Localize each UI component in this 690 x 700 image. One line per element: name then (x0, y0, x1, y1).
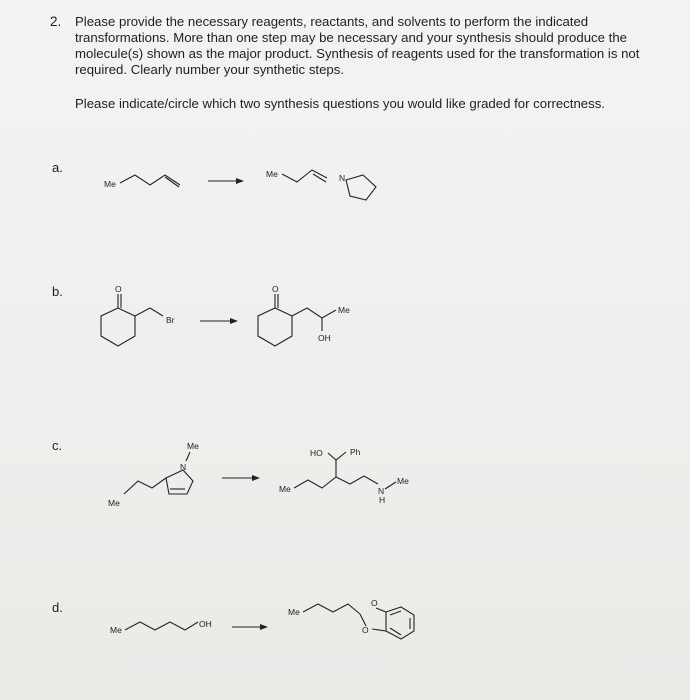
a-prod-chain (282, 170, 327, 182)
a-sm-chain (120, 175, 180, 185)
c-prod-chain (294, 476, 378, 488)
b-prod-o-label: O (272, 284, 279, 294)
c-sm-pyrroline-ring (166, 470, 193, 494)
c-sm-me-bottom-label: Me (108, 498, 120, 508)
c-prod-me-left-label: Me (279, 484, 291, 494)
d-sm-me-label: Me (110, 625, 122, 635)
d-prod-me-label: Me (288, 607, 300, 617)
d-prod-chain (303, 604, 360, 614)
grading-note: Please indicate/circle which two synthesis questions you would like graded for correctness. (75, 96, 605, 111)
a-sm-double-bond (165, 177, 179, 187)
b-prod-me-label: Me (338, 305, 350, 315)
b-prod-cyclohexanone-ring (258, 308, 292, 346)
b-prod-oh-label: OH (318, 333, 331, 343)
c-sm-n-label: N (180, 462, 187, 472)
part-c-product (279, 447, 409, 505)
c-prod-ph-label: Ph (350, 447, 361, 457)
part-c-starting-material (108, 441, 199, 508)
c-prod-n-label: N (378, 486, 385, 496)
a-prod-pyrrolidine-ring (346, 175, 376, 200)
question-instructions: Please provide the necessary reagents, reactants, and solvents to perform the indicated transformations. More than one step may be necessary and your synthesis should produce the molecule(s) shown as the major product. Synthesis of reagents used for the transformation is not required. Clearly number your synthetic steps. (75, 14, 640, 77)
b-sm-sidechain (135, 308, 163, 316)
d-sm-chain (125, 622, 198, 630)
part-b-starting-material (101, 284, 175, 346)
part-b-label: b. (52, 284, 63, 299)
part-d-product (288, 598, 414, 639)
c-sm-me-top-label: Me (187, 441, 199, 451)
part-a-label: a. (52, 160, 63, 175)
part-c-arrow (222, 475, 260, 481)
c-prod-me-right-label: Me (397, 476, 409, 486)
b-sm-o-label: O (115, 284, 122, 294)
a-sm-me-label: Me (104, 179, 116, 189)
c-prod-ho-label: HO (310, 448, 323, 458)
c-sm-chain (124, 478, 166, 494)
c-prod-h-label: H (379, 495, 386, 505)
b-sm-br-label: Br (166, 315, 175, 325)
d-sm-oh-label: OH (199, 619, 212, 629)
b-prod-sidechain (292, 308, 336, 318)
part-b-arrow (200, 318, 238, 324)
b-sm-cyclohexanone-ring (101, 308, 135, 346)
part-b-product (258, 284, 350, 346)
part-d-label: d. (52, 600, 63, 615)
a-prod-n-label: N (339, 173, 346, 183)
part-a-product (266, 169, 376, 200)
a-prod-me-label: Me (266, 169, 278, 179)
d-prod-o-bottom-label: O (362, 625, 369, 635)
part-d-arrow (232, 624, 268, 630)
question-number: 2. (50, 14, 62, 29)
d-prod-o-top-label: O (371, 598, 378, 608)
a-prod-double-bond (313, 174, 326, 182)
part-d-starting-material (110, 619, 212, 635)
part-a-arrow (208, 178, 244, 184)
part-a-starting-material (104, 175, 180, 189)
part-c-label: c. (52, 438, 63, 453)
